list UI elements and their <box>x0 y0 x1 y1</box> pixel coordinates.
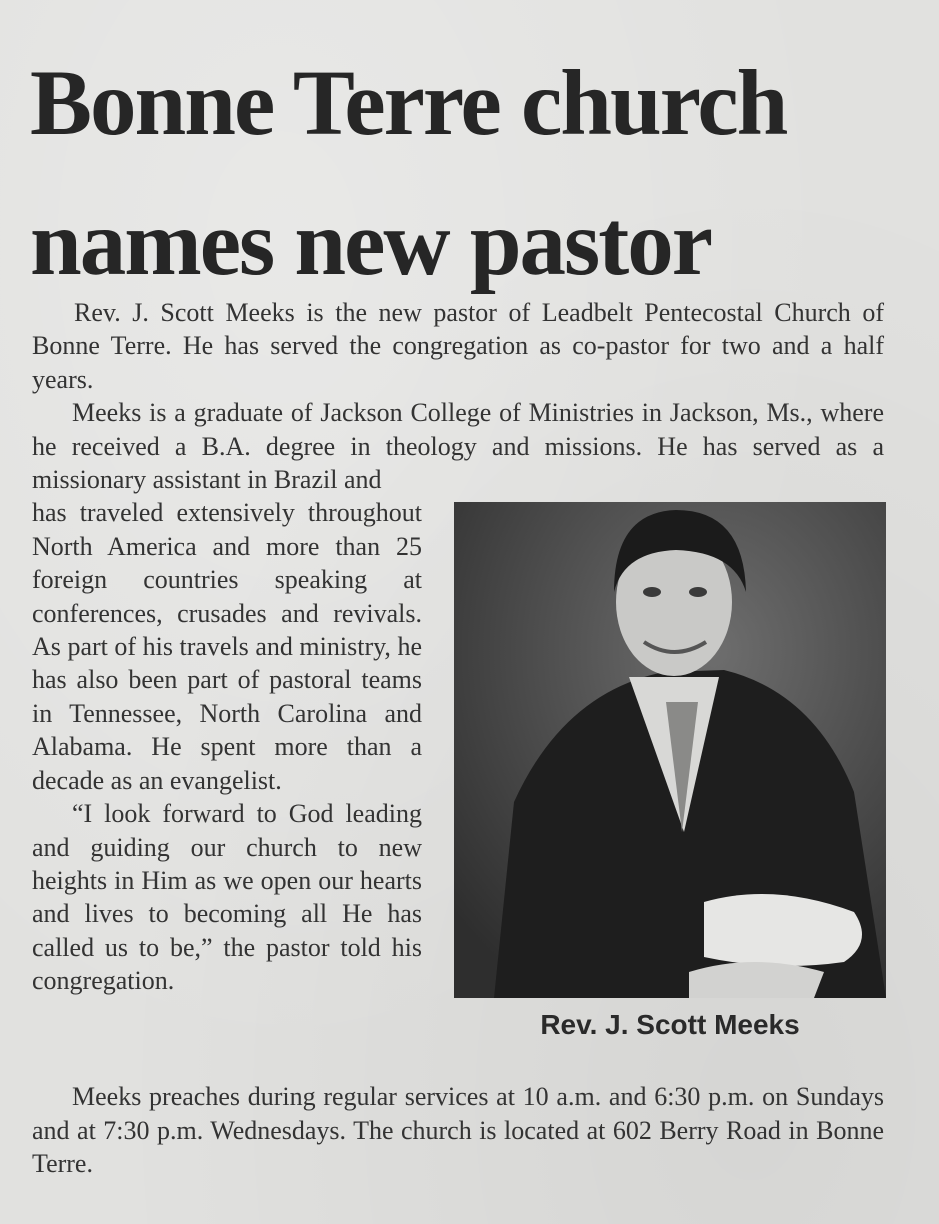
pastor-portrait-image <box>454 502 886 998</box>
article-body <box>32 296 884 1181</box>
paragraph-2-part-a: Meeks is a graduate of Jackson College of Ministries in Jackson, Ms., where he received a B.A. degree in theology and missions. He has served as a missionary assistant in Brazil and <box>32 398 884 495</box>
headline <box>30 34 910 314</box>
headline-line-1: Bonne Terre church <box>30 52 787 155</box>
paragraph-1: Rev. J. Scott Meeks is the new pastor of Leadbelt Pentecostal Church of Bonne Terre. He has served the congregation as co-pastor for two and a half years. <box>32 298 884 394</box>
pastor-photo-block <box>454 502 894 1074</box>
photo-caption: Rev. J. Scott Meeks <box>540 1009 800 1041</box>
paragraph-2-part-b: has traveled extensively throughout North America and more than 25 foreign countries speaking at conferences, crusades and revivals. As part of his travels and ministry, he has also been part of pastoral teams in Tennessee, North Carolina and Alabama. He spent more than a decade as an evangelist. <box>32 498 422 795</box>
paragraph-3: “I look forward to God leading and guiding our church to new heights in Him as we open our hearts and lives to becoming all He has called us to be,” the pastor told his congregation. <box>32 799 422 996</box>
headline-line-2: names new pastor <box>30 192 711 295</box>
paragraph-4: Meeks preaches during regular services at 10 a.m. and 6:30 p.m. on Sundays and at 7:30 p.m. Wednesdays. The church is located at 602 Berry Road in Bonne Terre. <box>32 1082 884 1179</box>
